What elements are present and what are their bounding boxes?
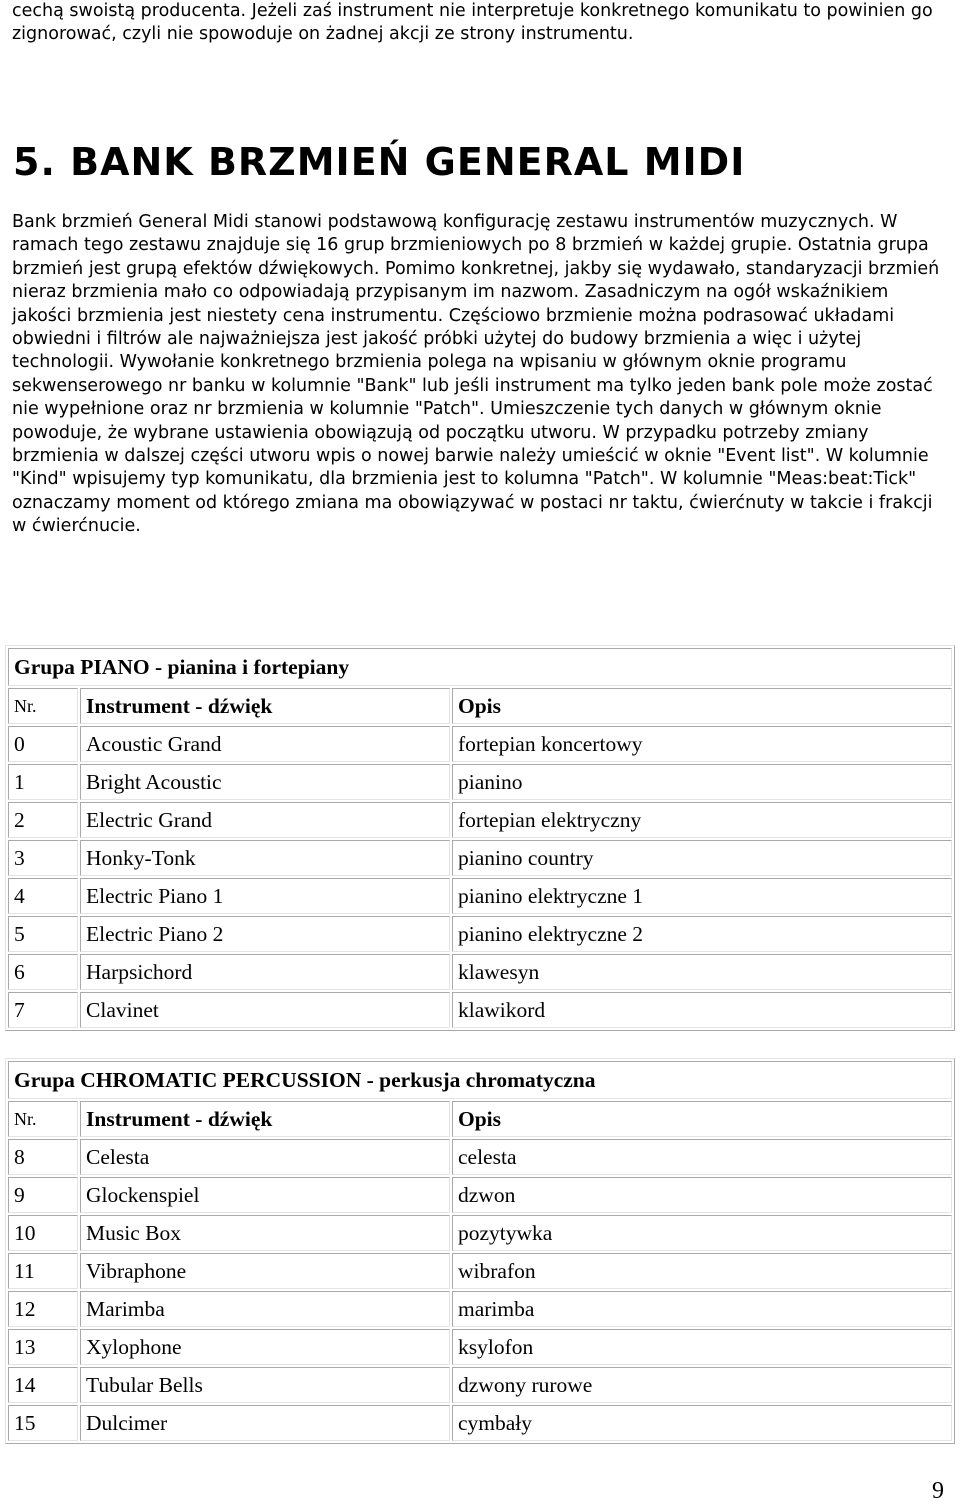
cell-nr: 2 <box>8 802 78 838</box>
cell-instrument: Tubular Bells <box>80 1367 450 1403</box>
table-row <box>8 1253 952 1289</box>
table-row <box>8 764 952 800</box>
cell-instrument: Electric Piano 2 <box>80 916 450 952</box>
cell-instrument: Harpsichord <box>80 954 450 990</box>
cell-nr: 0 <box>8 726 78 762</box>
table-row <box>8 916 952 952</box>
header-instrument: Instrument - dźwięk <box>80 1101 450 1137</box>
header-opis: Opis <box>452 688 952 724</box>
table-row <box>8 1215 952 1251</box>
cell-opis: marimba <box>452 1291 952 1327</box>
cell-instrument: Honky-Tonk <box>80 840 450 876</box>
cell-opis: fortepian elektryczny <box>452 802 952 838</box>
cell-opis: celesta <box>452 1139 952 1175</box>
cell-opis: cymbały <box>452 1405 952 1441</box>
cell-nr: 4 <box>8 878 78 914</box>
cell-instrument: Electric Grand <box>80 802 450 838</box>
cell-nr: 3 <box>8 840 78 876</box>
table-row <box>8 840 952 876</box>
cell-instrument: Electric Piano 1 <box>80 878 450 914</box>
cell-nr: 6 <box>8 954 78 990</box>
table-row <box>8 802 952 838</box>
cell-nr: 12 <box>8 1291 78 1327</box>
cell-opis: dzwon <box>452 1177 952 1213</box>
table-caption: Grupa PIANO - pianina i fortepiany <box>8 648 952 686</box>
table-row <box>8 1139 952 1175</box>
cell-instrument: Music Box <box>80 1215 450 1251</box>
cell-nr: 7 <box>8 992 78 1028</box>
cell-opis: pianino elektryczne 1 <box>452 878 952 914</box>
header-instrument: Instrument - dźwięk <box>80 688 450 724</box>
table-row <box>8 1405 952 1441</box>
body-text: Bank brzmień General Midi stanowi podstawową konfigurację zestawu instrumentów muzycznych. W ramach tego zestawu znajduje się 16 grup brzmieniowych po 8 brzmień w każdej grupie. Ostatnia grupa brzmień jest grupą efektów dźwiękowych. Pomimo konkretnej, jakby się wydawało, standaryzacji brzmień nieraz brzmienia mało co odpowiadają przypisanym im nazwom. Zasadniczym na ogół wskaźnikiem jakości brzmienia jest niestety cena instrumentu. Częściowo brzmienie można podrasować układami obwiedni i filtrów ale najważniejsza jest jakość próbki użytej do budowy brzmienia a więc i użytej technologii. Wywołanie konkretnego brzmienia polega na wpisaniu w głównym oknie programu sekwenserowego nr banku w kolumnie "Bank" lub jeśli instrument ma tylko jeden bank pole może zostać nie wypełnione oraz nr brzmienia w kolumnie "Patch". Umieszczenie tych danych w głównym oknie powoduje, że wybrane ustawienia obowiązują od początku utworu. W przypadku potrzeby zmiany brzmienia w dalszej części utworu wpis o nowej barwie należy umieścić w oknie "Event list". W kolumnie "Kind" wpisujemy typ komunikatu, dla brzmienia jest to kolumna "Patch". W kolumnie "Meas:beat:Tick" oznaczamy moment od którego zmiana ma obowiązywać w postaci nr taktu, ćwierćnuty w takcie i frakcji w ćwierćnucie. <box>12 212 940 537</box>
cell-instrument: Celesta <box>80 1139 450 1175</box>
cell-nr: 11 <box>8 1253 78 1289</box>
cell-instrument: Marimba <box>80 1291 450 1327</box>
body-paragraph <box>12 211 947 539</box>
cell-instrument: Clavinet <box>80 992 450 1028</box>
cell-nr: 5 <box>8 916 78 952</box>
table-row <box>8 1291 952 1327</box>
intro-paragraph <box>12 0 942 47</box>
cell-instrument: Glockenspiel <box>80 1177 450 1213</box>
table-row <box>8 1177 952 1213</box>
header-nr: Nr. <box>8 688 78 724</box>
table-row <box>8 726 952 762</box>
cell-nr: 8 <box>8 1139 78 1175</box>
table-row <box>8 954 952 990</box>
cell-opis: dzwony rurowe <box>452 1367 952 1403</box>
cell-opis: klawesyn <box>452 954 952 990</box>
cell-opis: pianino elektryczne 2 <box>452 916 952 952</box>
cell-instrument: Bright Acoustic <box>80 764 450 800</box>
intro-text: cechą swoistą producenta. Jeżeli zaś instrument nie interpretuje konkretnego komunikatu to powinien go zignorować, czyli nie spowoduje on żadnej akcji ze strony instrumentu. <box>12 1 933 45</box>
table-row <box>8 1329 952 1365</box>
cell-instrument: Xylophone <box>80 1329 450 1365</box>
table-piano-group <box>5 645 955 1031</box>
table-header-row <box>8 1101 952 1137</box>
header-nr: Nr. <box>8 1101 78 1137</box>
cell-nr: 10 <box>8 1215 78 1251</box>
cell-opis: klawikord <box>452 992 952 1028</box>
table-row <box>8 1367 952 1403</box>
header-opis: Opis <box>452 1101 952 1137</box>
cell-opis: wibrafon <box>452 1253 952 1289</box>
section-heading: 5. BANK BRZMIEŃ GENERAL MIDI <box>13 140 746 184</box>
cell-opis: pianino <box>452 764 952 800</box>
cell-instrument: Vibraphone <box>80 1253 450 1289</box>
table-row <box>8 992 952 1028</box>
cell-opis: ksylofon <box>452 1329 952 1365</box>
cell-nr: 14 <box>8 1367 78 1403</box>
cell-instrument: Acoustic Grand <box>80 726 450 762</box>
cell-nr: 15 <box>8 1405 78 1441</box>
cell-nr: 13 <box>8 1329 78 1365</box>
table-header-row <box>8 688 952 724</box>
cell-opis: pozytywka <box>452 1215 952 1251</box>
cell-instrument: Dulcimer <box>80 1405 450 1441</box>
table-chromatic-percussion-group <box>5 1058 955 1444</box>
cell-nr: 1 <box>8 764 78 800</box>
page-number: 9 <box>932 1478 944 1504</box>
cell-nr: 9 <box>8 1177 78 1213</box>
cell-opis: fortepian koncertowy <box>452 726 952 762</box>
table-row <box>8 878 952 914</box>
table-caption: Grupa CHROMATIC PERCUSSION - perkusja chromatyczna <box>8 1061 952 1099</box>
cell-opis: pianino country <box>452 840 952 876</box>
